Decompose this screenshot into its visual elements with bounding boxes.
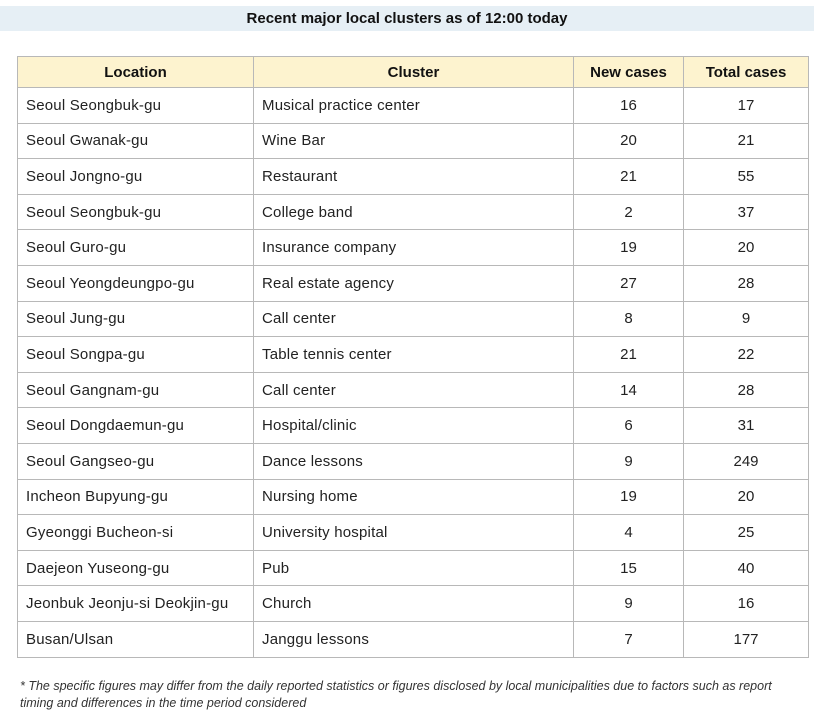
total-cases-cell: 22 — [684, 337, 809, 373]
cluster-cell: Call center — [254, 372, 574, 408]
table-row — [18, 265, 809, 301]
new-cases-cell: 21 — [574, 159, 684, 195]
location-cell: Seoul Jongno-gu — [18, 159, 254, 195]
location-cell: Seoul Dongdaemun-gu — [18, 408, 254, 444]
table-row — [18, 337, 809, 373]
new-cases-cell: 19 — [574, 230, 684, 266]
total-cases-cell: 20 — [684, 230, 809, 266]
location-cell: Seoul Guro-gu — [18, 230, 254, 266]
cluster-cell: Call center — [254, 301, 574, 337]
new-cases-cell: 15 — [574, 550, 684, 586]
new-cases-cell: 9 — [574, 443, 684, 479]
location-cell: Seoul Gangseo-gu — [18, 443, 254, 479]
location-cell: Daejeon Yuseong-gu — [18, 550, 254, 586]
new-cases-cell: 19 — [574, 479, 684, 515]
total-cases-cell: 28 — [684, 372, 809, 408]
total-cases-cell: 21 — [684, 123, 809, 159]
total-cases-cell: 249 — [684, 443, 809, 479]
table-row — [18, 479, 809, 515]
total-cases-cell: 37 — [684, 194, 809, 230]
clusters-table — [17, 56, 809, 658]
column-header-new-cases: New cases — [574, 57, 684, 88]
total-cases-cell: 40 — [684, 550, 809, 586]
table-row — [18, 372, 809, 408]
table-row — [18, 88, 809, 124]
total-cases-cell: 25 — [684, 515, 809, 551]
location-cell: Busan/Ulsan — [18, 621, 254, 657]
total-cases-cell: 177 — [684, 621, 809, 657]
table-row — [18, 586, 809, 622]
new-cases-cell: 8 — [574, 301, 684, 337]
column-header-total-cases: Total cases — [684, 57, 809, 88]
cluster-cell: Janggu lessons — [254, 621, 574, 657]
location-cell: Seoul Jung-gu — [18, 301, 254, 337]
new-cases-cell: 14 — [574, 372, 684, 408]
cluster-cell: College band — [254, 194, 574, 230]
location-cell: Seoul Yeongdeungpo-gu — [18, 265, 254, 301]
footnote: * The specific figures may differ from the daily reported statistics or figures disclosed by local municipalities due to factors such as report timing and differences in the time period considered — [20, 679, 772, 710]
total-cases-cell: 31 — [684, 408, 809, 444]
table-body — [18, 88, 809, 658]
cluster-cell: Dance lessons — [254, 443, 574, 479]
total-cases-cell: 17 — [684, 88, 809, 124]
total-cases-cell: 28 — [684, 265, 809, 301]
column-header-cluster: Cluster — [254, 57, 574, 88]
table-row — [18, 123, 809, 159]
table-row — [18, 550, 809, 586]
table-row — [18, 515, 809, 551]
location-cell: Gyeonggi Bucheon-si — [18, 515, 254, 551]
cluster-cell: University hospital — [254, 515, 574, 551]
cluster-cell: Nursing home — [254, 479, 574, 515]
table-row — [18, 194, 809, 230]
new-cases-cell: 9 — [574, 586, 684, 622]
location-cell: Seoul Seongbuk-gu — [18, 88, 254, 124]
total-cases-cell: 16 — [684, 586, 809, 622]
total-cases-cell: 20 — [684, 479, 809, 515]
cluster-cell: Restaurant — [254, 159, 574, 195]
cluster-cell: Church — [254, 586, 574, 622]
new-cases-cell: 7 — [574, 621, 684, 657]
cluster-cell: Table tennis center — [254, 337, 574, 373]
total-cases-cell: 9 — [684, 301, 809, 337]
new-cases-cell: 21 — [574, 337, 684, 373]
new-cases-cell: 4 — [574, 515, 684, 551]
cluster-cell: Wine Bar — [254, 123, 574, 159]
new-cases-cell: 20 — [574, 123, 684, 159]
new-cases-cell: 16 — [574, 88, 684, 124]
location-cell: Incheon Bupyung-gu — [18, 479, 254, 515]
location-cell: Seoul Songpa-gu — [18, 337, 254, 373]
new-cases-cell: 6 — [574, 408, 684, 444]
table-row — [18, 230, 809, 266]
new-cases-cell: 2 — [574, 194, 684, 230]
page-title: Recent major local clusters as of 12:00 today — [0, 6, 814, 31]
table-row — [18, 301, 809, 337]
location-cell: Seoul Gwanak-gu — [18, 123, 254, 159]
table-row — [18, 443, 809, 479]
table-row — [18, 408, 809, 444]
location-cell: Seoul Seongbuk-gu — [18, 194, 254, 230]
new-cases-cell: 27 — [574, 265, 684, 301]
table-header-row — [18, 57, 809, 88]
table-row — [18, 159, 809, 195]
cluster-cell: Hospital/clinic — [254, 408, 574, 444]
cluster-cell: Real estate agency — [254, 265, 574, 301]
cluster-cell: Musical practice center — [254, 88, 574, 124]
column-header-location: Location — [18, 57, 254, 88]
location-cell: Jeonbuk Jeonju-si Deokjin-gu — [18, 586, 254, 622]
location-cell: Seoul Gangnam-gu — [18, 372, 254, 408]
table-row — [18, 621, 809, 657]
cluster-cell: Pub — [254, 550, 574, 586]
total-cases-cell: 55 — [684, 159, 809, 195]
cluster-cell: Insurance company — [254, 230, 574, 266]
